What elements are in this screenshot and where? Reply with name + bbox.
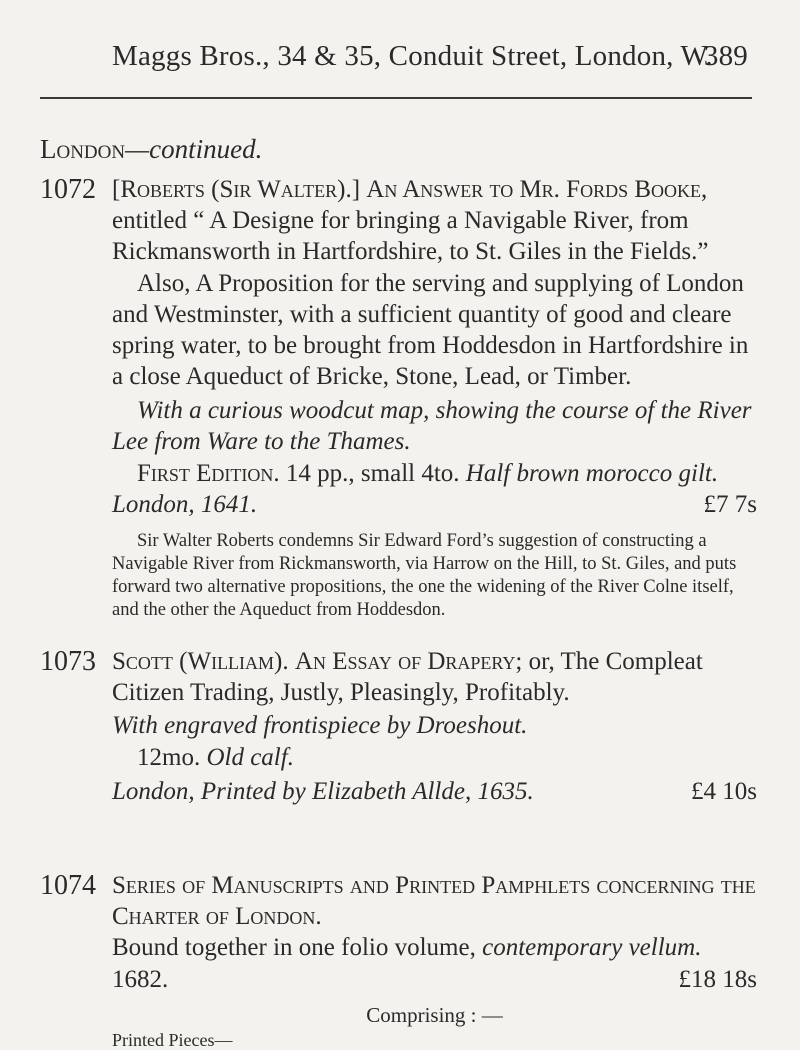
lot-number: 1074 — [40, 870, 96, 901]
lot-title: Series of Manuscripts and Printed Pamphlets concerning the Charter of London. — [112, 872, 756, 930]
lot-printed-pieces: Printed Pieces— — [112, 1030, 233, 1050]
lot-illustration-note: With a curious woodcut map, showing the course of the River Lee from Ware to the Thames. — [112, 397, 752, 455]
lot-imprint: London, Printed by Elizabeth Allde, 1635. £4 10s — [112, 778, 757, 805]
lot-price: £7 7s — [703, 491, 757, 518]
lot-price: £4 10s — [691, 778, 757, 805]
lot-illustration-note: With engraved frontispiece by Droeshout. — [112, 712, 528, 739]
lot-title: [Roberts (Sir Walter).] An Answer to Mr. Fords Booke, entitled “ A Designe for bringing a Navigable River, from Rickmansworth in Hartfordshire, to St. Giles in the Fields.” — [112, 176, 709, 265]
page-number: 389 — [703, 40, 748, 72]
lot-binding: Bound together in one folio volume, contemporary vellum. — [112, 934, 702, 961]
lot-number: 1072 — [40, 174, 96, 205]
lot-price: £18 18s — [678, 966, 757, 993]
lot-format: 12mo. Old calf. — [137, 744, 294, 771]
lot-title: Scott (William). An Essay of Drapery; or, The Compleat Citizen Trading, Justly, Pleasingly, Profitably. — [112, 648, 703, 706]
header-title: Maggs Bros., 34 & 35, Conduit Street, London, W. — [112, 40, 713, 72]
lot-date-price: 1682. £18 18s — [112, 966, 757, 993]
section-heading: London—continued. — [40, 134, 263, 164]
lot-number: 1073 — [40, 646, 96, 677]
running-header — [112, 40, 748, 73]
lot-note: Sir Walter Roberts condemns Sir Edward Ford’s suggestion of constructing a Navigable River from Rickmansworth, via Harrow on the Hill, to St. Giles, and puts forward two alternative propositions, the one the widening of the River Colne itself, and the other the Aqueduct from Hoddesdon. — [112, 531, 737, 620]
lot-details: First Edition. 14 pp., small 4to. Half brown morocco gilt. London, 1641. £7 7s — [112, 460, 757, 518]
lot-proposition: Also, A Proposition for the serving and supplying of London and Westminster, with a sufficient quantity of good and cleare spring water, to be brought from Hoddesdon in Hartfordshire in a close Aqueduct of Bricke, Stone, Lead, or Timber. — [112, 270, 749, 390]
lot-comprising: Comprising : — — [366, 1003, 503, 1027]
header-rule — [40, 97, 752, 99]
